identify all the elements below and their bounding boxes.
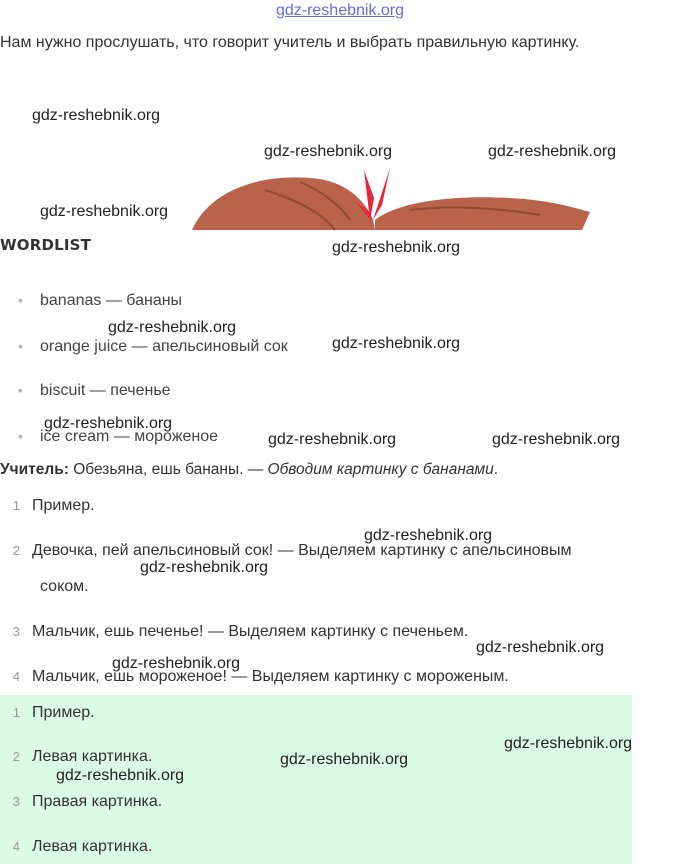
wordlist-item [18,292,182,310]
task-text: Мальчик, ешь печенье! — Выделяем картинку с печеньем. [32,623,469,640]
watermark: gdz-reshebnik.org [332,239,461,256]
wordlist-item-text: biscuit — печенье [40,382,171,399]
answer-number: 4 [12,839,20,854]
wordlist-item-text: bananas — бананы [40,292,183,309]
wordlist-item-text: orange juice — апельсиновый сок [40,338,288,355]
answer-text: Правая картинка. [32,793,163,810]
bullet: • [18,382,23,398]
watermark: gdz-reshebnik.org [40,203,169,220]
watermark: gdz-reshebnik.org [268,431,397,448]
watermark: gdz-reshebnik.org [56,767,185,784]
watermark: gdz-reshebnik.org [476,639,605,656]
teacher-italic: Обводим картинку с бананами [267,461,494,478]
answer-item [0,793,162,811]
hair-left [192,177,375,230]
teacher-end: . [493,461,499,478]
bullet: • [18,428,23,444]
teacher-text: Обезьяна, ешь бананы. — [68,461,268,478]
illustration-hair [170,150,610,232]
task-text: Пример. [32,497,95,514]
watermark: gdz-reshebnik.org [364,527,493,544]
intro-text: Нам нужно прослушать, что говорит учитель и выбрать правильную картинку. [0,34,580,51]
answer-item [0,704,95,722]
bullet: • [18,292,23,308]
answer-item [0,748,152,766]
wordlist-heading: WORDLIST [0,236,92,254]
hair-right [375,197,590,230]
watermark: gdz-reshebnik.org [504,735,633,752]
answer-text: Левая картинка. [32,748,153,765]
bow-2 [373,168,390,220]
task-item [0,668,509,686]
task-number: 3 [12,624,20,639]
watermark: gdz-reshebnik.org [488,143,617,160]
task-number: 2 [12,543,20,558]
wordlist-item [18,338,288,356]
task-text: Мальчик, ешь мороженое! — Выделяем картинку с мороженым. [32,668,509,685]
watermark: gdz-reshebnik.org [140,559,269,576]
teacher-line [0,461,498,479]
task-item [0,623,468,641]
task-number: 4 [12,669,20,684]
answer-number: 3 [12,794,20,809]
watermark: gdz-reshebnik.org [492,431,621,448]
watermark: gdz-reshebnik.org [112,655,241,672]
task-item [0,497,95,515]
answer-text: Левая картинка. [32,838,153,855]
task-text-continued: соком. [40,578,89,595]
answer-item [0,838,152,856]
watermark: gdz-reshebnik.org [108,319,237,336]
answer-number: 1 [12,705,20,720]
answer-text: Пример. [32,704,95,721]
site-link[interactable]: gdz-reshebnik.org [275,2,405,19]
watermark: gdz-reshebnik.org [32,107,161,124]
watermark: gdz-reshebnik.org [264,143,393,160]
wordlist-item-text: ice cream — мороженое [40,428,218,445]
teacher-label: Учитель: [0,461,69,478]
wordlist-item [18,382,171,400]
watermark: gdz-reshebnik.org [332,335,461,352]
task-text: Девочка, пей апельсиновый сок! — Выделяем картинку с апельсиновым [32,542,572,559]
answer-number: 2 [12,749,20,764]
bullet: • [18,338,23,354]
watermark: gdz-reshebnik.org [44,415,173,432]
watermark: gdz-reshebnik.org [280,751,409,768]
task-number: 1 [12,498,20,513]
